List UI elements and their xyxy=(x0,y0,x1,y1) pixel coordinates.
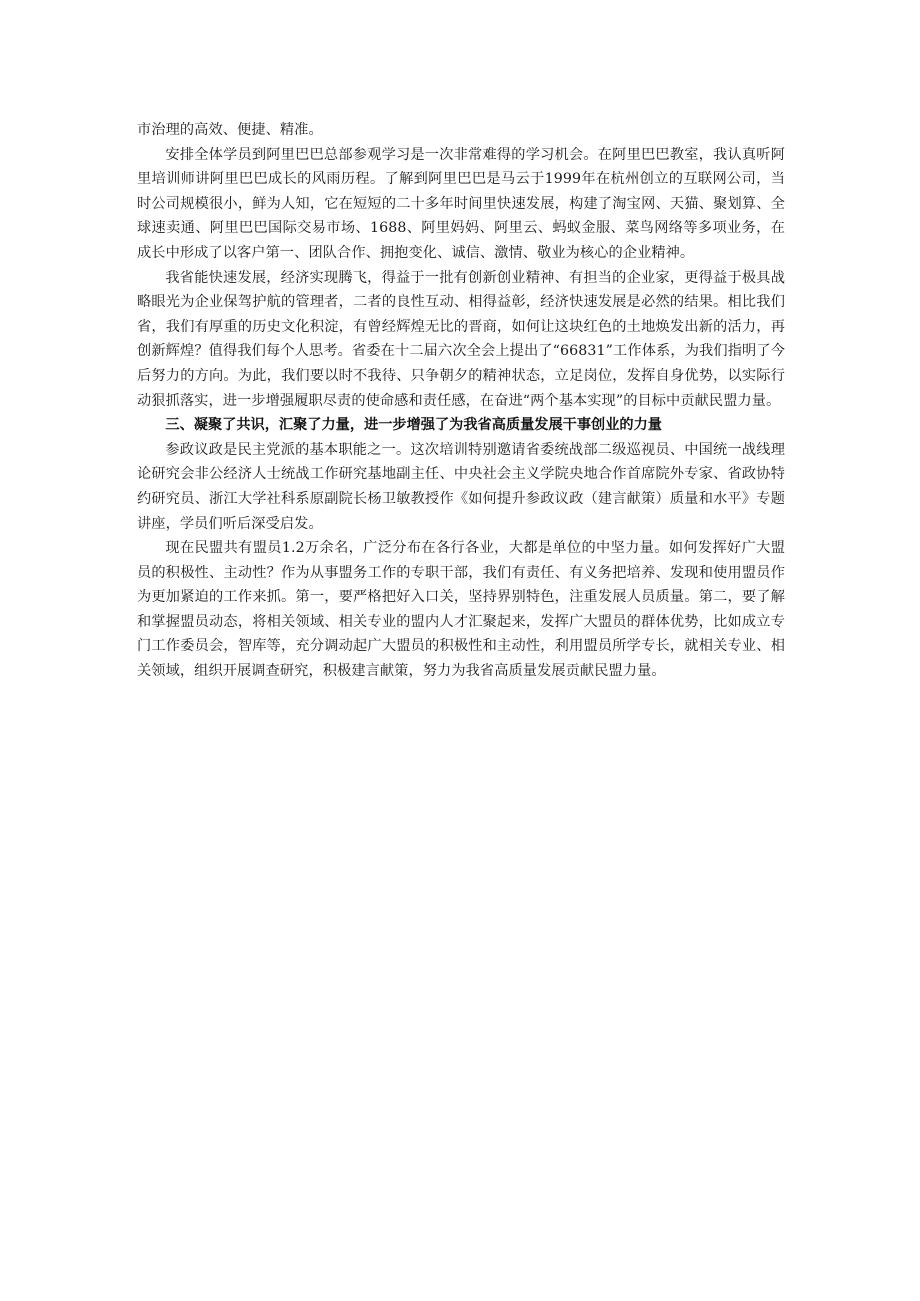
document-page xyxy=(137,118,785,684)
paragraph-2: 安排全体学员到阿里巴巴总部参观学习是一次非常难得的学习机会。在阿里巴巴教室，我认真听阿里培训师讲阿里巴巴成长的风雨历程。了解到阿里巴巴是马云于1999年在杭州创立的互联网公司，当时公司规模很小，鲜为人知，它在短短的二十多年时间里快速发展，构建了淘宝网、天猫、聚划算、全球速卖通、阿里巴巴国际交易市场、1688、阿里妈妈、阿里云、蚂蚁金服、菜鸟网络等多项业务，在成长中形成了以客户第一、团队合作、拥抱变化、诚信、激情、敬业为核心的企业精神。 xyxy=(137,146,785,261)
paragraph-3: 我省能快速发展，经济实现腾飞，得益于一批有创新创业精神、有担当的企业家，更得益于极具战略眼光为企业保驾护航的管理者，二者的良性互动、相得益彰，经济快速发展是必然的结果。相比我们省，我们有厚重的历史文化积淀，有曾经辉煌无比的晋商，如何让这块红色的土地焕发出新的活力，再创新辉煌？值得我们每个人思考。省委在十二届六次全会上提出了“66831”工作体系，为我们指明了今后努力的方向。为此，我们要以时不我待、只争朝夕的精神状态，立足岗位，发挥自身优势，以实际行动狠抓落实，进一步增强履职尽责的使命感和责任感，在奋进“两个基本实现”的目标中贡献民盟力量。 xyxy=(137,269,785,409)
paragraph-1: 市治理的高效、便捷、精准。 xyxy=(137,122,323,138)
section-heading-3: 三、凝聚了共识，汇聚了力量，进一步增强了为我省高质量发展干事创业的力量 xyxy=(165,417,662,434)
paragraph-4: 参政议政是民主党派的基本职能之一。这次培训特别邀请省委统战部二级巡视员、中国统一战线理论研究会非公经济人士统战工作研究基地副主任、中央社会主义学院央地合作首席院外专家、省政协特约研究员、浙江大学社科系原副院长杨卫敏教授作《如何提升参政议政（建言献策）质量和水平》专题讲座，学员们听后深受启发。 xyxy=(137,441,785,532)
paragraph-5: 现在民盟共有盟员1.2万余名，广泛分布在各行各业，大都是单位的中坚力量。如何发挥好广大盟员的积极性、主动性？作为从事盟务工作的专职干部，我们有责任、有义务把培养、发现和使用盟员作为更加紧迫的工作来抓。第一，要严格把好入口关，坚持界别特色，注重发展人员质量。第二，要了解和掌握盟员动态，将相关领域、相关专业的盟内人才汇聚起来，发挥广大盟员的群体优势，比如成立专门工作委员会，智库等，充分调动起广大盟员的积极性和主动性，利用盟员所学专长，就相关专业、相关领域，组织开展调查研究，积极建言献策，努力为我省高质量发展贡献民盟力量。 xyxy=(137,540,785,680)
